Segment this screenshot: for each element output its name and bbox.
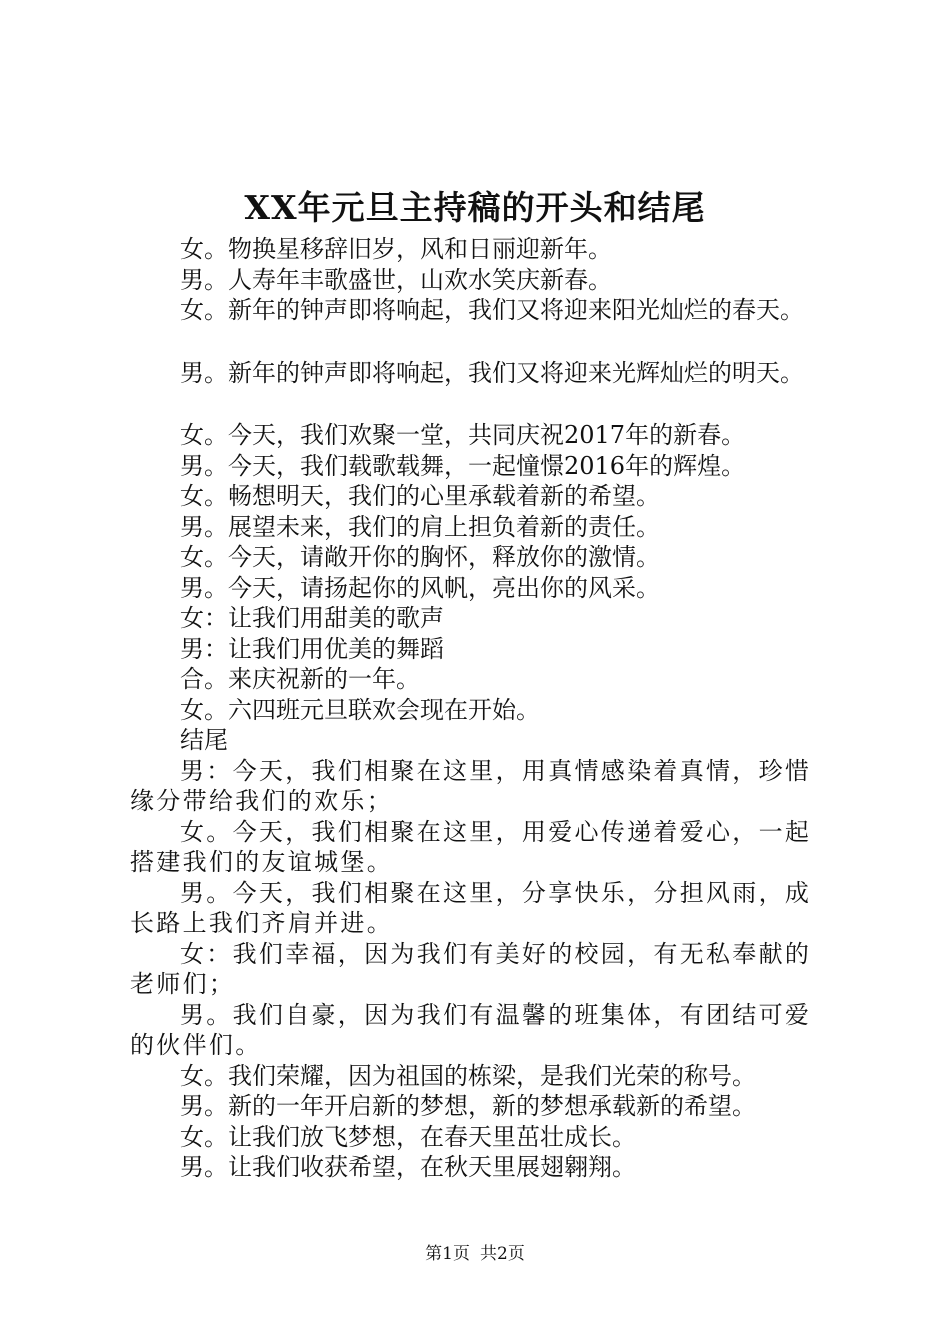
page-footer bbox=[0, 1242, 950, 1266]
document-body bbox=[130, 234, 850, 1183]
ending-paragraph: 女。今天，我们相聚在这里，用爱心传递着爱心，一起搭建我们的友谊城堡。 bbox=[130, 817, 812, 876]
opening-line: 女。新年的钟声即将响起，我们又将迎来阳光灿烂的春天。 bbox=[180, 296, 804, 324]
ending-paragraph: 男。今天，我们相聚在这里，分享快乐，分担风雨，成长路上我们齐肩并进。 bbox=[130, 878, 812, 937]
opening-line: 合。来庆祝新的一年。 bbox=[180, 665, 420, 693]
opening-line: 女。今天，请敞开你的胸怀，释放你的激情。 bbox=[180, 543, 660, 571]
ending-line: 男。让我们收获希望，在秋天里展翅翱翔。 bbox=[180, 1153, 636, 1181]
ending-heading: 结尾 bbox=[180, 726, 228, 754]
opening-line: 男。新年的钟声即将响起，我们又将迎来光辉灿烂的明天。 bbox=[180, 358, 804, 387]
page-number: 第1页 bbox=[425, 1244, 470, 1264]
opening-line: 男。展望未来，我们的肩上担负着新的责任。 bbox=[180, 512, 660, 541]
ending-paragraph: 男。我们自豪，因为我们有温馨的班集体，有团结可爱的伙伴们。 bbox=[130, 1000, 812, 1059]
document-title: XX年元旦主持稿的开头和结尾 bbox=[244, 188, 706, 227]
opening-line: 女。六四班元旦联欢会现在开始。 bbox=[180, 695, 540, 724]
ending-line: 男。新的一年开启新的梦想，新的梦想承载新的希望。 bbox=[180, 1092, 756, 1120]
opening-line: 女：让我们用甜美的歌声 bbox=[180, 604, 444, 632]
opening-line: 女。畅想明天，我们的心里承载着新的希望。 bbox=[180, 482, 660, 510]
opening-line: 女。物换星移辞旧岁，风和日丽迎新年。 bbox=[180, 235, 612, 263]
ending-paragraph: 男：今天，我们相聚在这里，用真情感染着真情，珍惜缘分带给我们的欢乐； bbox=[130, 756, 812, 815]
opening-line: 男。今天，我们载歌载舞，一起憧憬2016年的辉煌。 bbox=[180, 451, 746, 480]
opening-line: 男：让我们用优美的舞蹈 bbox=[180, 634, 444, 663]
ending-line: 女。我们荣耀，因为祖国的栋梁，是我们光荣的称号。 bbox=[180, 1061, 756, 1090]
ending-line: 女。让我们放飞梦想，在春天里茁壮成长。 bbox=[180, 1122, 636, 1151]
opening-line: 男。今天，请扬起你的风帆，亮出你的风采。 bbox=[180, 573, 660, 602]
opening-line: 女。今天，我们欢聚一堂，共同庆祝2017年的新春。 bbox=[180, 421, 746, 449]
opening-line: 男。人寿年丰歌盛世，山欢水笑庆新春。 bbox=[180, 265, 612, 294]
page-total: 共2页 bbox=[480, 1244, 525, 1264]
ending-paragraph: 女：我们幸福，因为我们有美好的校园，有无私奉献的老师们； bbox=[130, 939, 812, 998]
